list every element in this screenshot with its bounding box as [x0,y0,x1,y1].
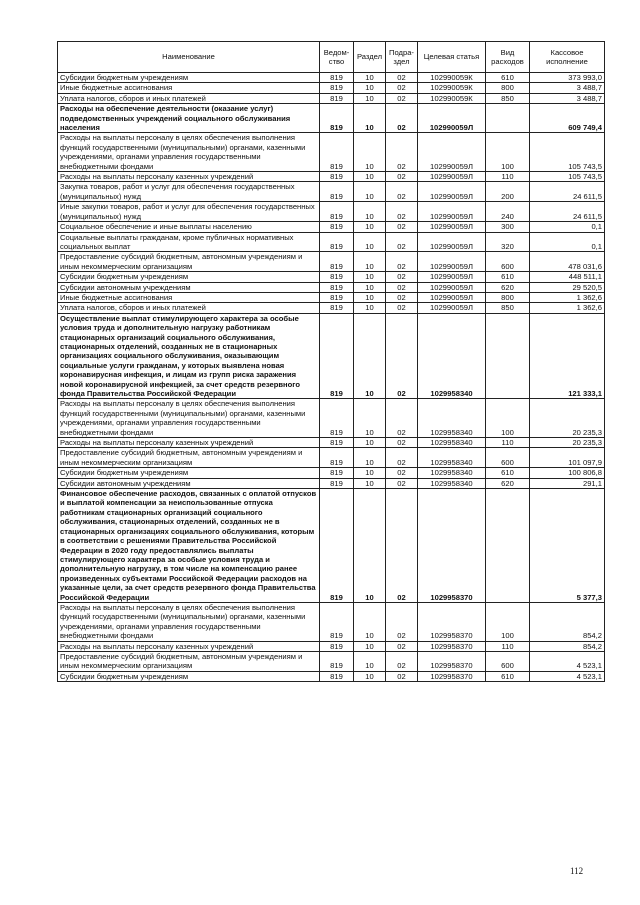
table-row [58,313,605,399]
table-row [58,399,605,438]
row-cash-execution: 4 523,1 [530,671,605,681]
row-cash-execution: 24 611,5 [530,182,605,202]
row-subsection: 02 [386,651,418,671]
row-department: 819 [320,272,354,282]
row-cash-execution: 24 611,5 [530,202,605,222]
table-row [58,651,605,671]
budget-table [57,41,605,682]
row-cash-execution: 373 993,0 [530,73,605,83]
table-row [58,232,605,252]
row-department: 819 [320,232,354,252]
row-name: Расходы на выплаты персоналу казенных учреждений [58,438,320,448]
page-number: 112 [570,866,584,876]
row-target-article: 1029958340 [418,448,486,468]
row-subsection: 02 [386,172,418,182]
row-cash-execution: 448 511,1 [530,272,605,282]
table-row [58,671,605,681]
row-department: 819 [320,641,354,651]
row-expense-type: 610 [486,272,530,282]
row-department: 819 [320,133,354,172]
row-target-article: 1029958370 [418,489,486,603]
row-name: Финансовое обеспечение расходов, связанных с оплатой отпусков и выплатой компенсации за неиспользованные отпуска работникам стационарных организаций социального обслуживания, стационарных отделений, созданных не в стационарных организациях социального обслуживания, которым в соответствии с решениями Правительства Российской Федерации в 2020 году предоставлялись выплаты стимулирующего характера за особые условия труда и дополнительную нагрузку, в том числе на компенсацию ранее произведенных субъектами Российской Федерации расходов на указанные цели, за счет средств резервного фонда Правительства Российской Федерации [58,489,320,603]
row-department: 819 [320,489,354,603]
row-subsection: 02 [386,303,418,313]
row-section: 10 [354,641,386,651]
row-cash-execution: 121 333,1 [530,313,605,399]
row-name: Закупка товаров, работ и услуг для обеспечения государственных (муниципальных) нужд [58,182,320,202]
row-department: 819 [320,438,354,448]
row-expense-type: 200 [486,182,530,202]
row-cash-execution: 609 749,4 [530,104,605,133]
row-department: 819 [320,202,354,222]
header-cash-execution: Кассовое исполнение [530,42,605,73]
row-target-article: 102990059Л [418,104,486,133]
row-cash-execution: 854,2 [530,602,605,641]
table-row [58,182,605,202]
row-section: 10 [354,272,386,282]
row-target-article: 1029958370 [418,671,486,681]
row-cash-execution: 100 806,8 [530,468,605,478]
table-row [58,133,605,172]
row-section: 10 [354,313,386,399]
row-subsection: 02 [386,282,418,292]
row-target-article: 1029958340 [418,478,486,488]
table-row [58,252,605,272]
table-row [58,104,605,133]
row-expense-type: 850 [486,303,530,313]
row-department: 819 [320,182,354,202]
row-section: 10 [354,222,386,232]
row-expense-type [486,489,530,603]
row-expense-type: 600 [486,252,530,272]
row-expense-type: 600 [486,651,530,671]
row-subsection: 02 [386,313,418,399]
row-name: Социальные выплаты гражданам, кроме публичных нормативных социальных выплат [58,232,320,252]
table-row [58,602,605,641]
row-expense-type: 850 [486,93,530,103]
row-section: 10 [354,399,386,438]
row-name: Расходы на выплаты персоналу в целях обеспечения выполнения функций государственными (муниципальными) органами, казенными учреждениями, органами управления государственными внебюджетными фондами [58,399,320,438]
row-name: Расходы на выплаты персоналу в целях обеспечения выполнения функций государственными (муниципальными) органами, казенными учреждениями, органами управления государственными внебюджетными фондами [58,602,320,641]
row-section: 10 [354,468,386,478]
row-name: Уплата налогов, сборов и иных платежей [58,303,320,313]
table-header-row [58,42,605,73]
row-target-article: 1029958340 [418,468,486,478]
table-row [58,641,605,651]
row-subsection: 02 [386,252,418,272]
row-department: 819 [320,448,354,468]
row-name: Расходы на выплаты персоналу казенных учреждений [58,172,320,182]
row-department: 819 [320,303,354,313]
row-department: 819 [320,222,354,232]
row-name: Иные бюджетные ассигнования [58,292,320,302]
row-expense-type: 100 [486,133,530,172]
row-section: 10 [354,303,386,313]
row-expense-type: 100 [486,399,530,438]
row-section: 10 [354,671,386,681]
row-name: Субсидии автономным учреждениям [58,478,320,488]
row-subsection: 02 [386,133,418,172]
row-cash-execution: 478 031,6 [530,252,605,272]
row-target-article: 102990059Л [418,133,486,172]
row-target-article: 102990059Л [418,222,486,232]
header-expense-type: Вид расходов [486,42,530,73]
row-cash-execution: 29 520,5 [530,282,605,292]
row-cash-execution: 0,1 [530,222,605,232]
row-subsection: 02 [386,641,418,651]
row-expense-type: 320 [486,232,530,252]
table-row [58,468,605,478]
row-expense-type: 620 [486,478,530,488]
table-row [58,202,605,222]
row-cash-execution: 1 362,6 [530,292,605,302]
row-target-article: 102990059Л [418,202,486,222]
row-expense-type: 610 [486,671,530,681]
header-department: Ведом-ство [320,42,354,73]
row-name: Расходы на обеспечение деятельности (оказание услуг) подведомственных учреждений социального обслуживания населения [58,104,320,133]
table-row [58,172,605,182]
row-department: 819 [320,478,354,488]
row-section: 10 [354,202,386,222]
row-expense-type: 110 [486,172,530,182]
row-cash-execution: 20 235,3 [530,399,605,438]
row-subsection: 02 [386,83,418,93]
table-row [58,489,605,603]
row-target-article: 102990059Л [418,292,486,302]
row-subsection: 02 [386,93,418,103]
row-department: 819 [320,468,354,478]
row-target-article: 102990059К [418,93,486,103]
row-target-article: 1029958340 [418,399,486,438]
row-section: 10 [354,448,386,468]
row-subsection: 02 [386,438,418,448]
row-subsection: 02 [386,73,418,83]
row-cash-execution: 854,2 [530,641,605,651]
row-section: 10 [354,282,386,292]
row-expense-type: 620 [486,282,530,292]
row-cash-execution: 105 743,5 [530,172,605,182]
table-row [58,282,605,292]
row-target-article: 102990059Л [418,282,486,292]
row-section: 10 [354,104,386,133]
row-name: Расходы на выплаты персоналу казенных учреждений [58,641,320,651]
row-cash-execution: 20 235,3 [530,438,605,448]
row-department: 819 [320,73,354,83]
row-department: 819 [320,602,354,641]
row-subsection: 02 [386,232,418,252]
table-row [58,222,605,232]
table-row [58,478,605,488]
header-subsection: Подра-здел [386,42,418,73]
header-target-article: Целевая статья [418,42,486,73]
row-department: 819 [320,93,354,103]
row-department: 819 [320,282,354,292]
row-department: 819 [320,172,354,182]
row-cash-execution: 3 488,7 [530,83,605,93]
row-cash-execution: 291,1 [530,478,605,488]
row-expense-type: 300 [486,222,530,232]
row-cash-execution: 105 743,5 [530,133,605,172]
row-name: Субсидии бюджетным учреждениям [58,468,320,478]
row-name: Осуществление выплат стимулирующего характера за особые условия труда и дополнительную нагрузку работникам стационарных организаций социального обслуживания, стационарных отделений, созданных не в стационарных организациях социального обслуживания, оказывающим социальные услуги гражданам, у которых выявлена новая коронавирусная инфекция, и лицам из групп риска заражения новой коронавирусной инфекцией, за счет средств резервного фонда Правительства Российской Федерации [58,313,320,399]
row-target-article: 102990059Л [418,232,486,252]
row-name: Предоставление субсидий бюджетным, автономным учреждениям и иным некоммерческим организациям [58,651,320,671]
row-cash-execution: 5 377,3 [530,489,605,603]
row-target-article: 102990059Л [418,303,486,313]
row-section: 10 [354,73,386,83]
row-subsection: 02 [386,399,418,438]
table-row [58,292,605,302]
table-row [58,303,605,313]
row-name: Иные закупки товаров, работ и услуг для обеспечения государственных (муниципальных) нужд [58,202,320,222]
row-department: 819 [320,83,354,93]
row-department: 819 [320,671,354,681]
row-target-article: 1029958370 [418,602,486,641]
row-name: Субсидии автономным учреждениям [58,282,320,292]
row-name: Социальное обеспечение и иные выплаты населению [58,222,320,232]
row-department: 819 [320,651,354,671]
row-name: Уплата налогов, сборов и иных платежей [58,93,320,103]
header-section: Раздел [354,42,386,73]
row-name: Предоставление субсидий бюджетным, автономным учреждениям и иным некоммерческим организациям [58,252,320,272]
row-subsection: 02 [386,468,418,478]
row-section: 10 [354,133,386,172]
row-subsection: 02 [386,478,418,488]
row-department: 819 [320,292,354,302]
row-section: 10 [354,182,386,202]
row-target-article: 102990059Л [418,272,486,282]
row-cash-execution: 3 488,7 [530,93,605,103]
table-row [58,448,605,468]
row-subsection: 02 [386,104,418,133]
row-section: 10 [354,172,386,182]
row-expense-type: 800 [486,83,530,93]
row-target-article: 1029958370 [418,651,486,671]
table-row [58,73,605,83]
row-target-article: 1029958340 [418,313,486,399]
row-name: Иные бюджетные ассигнования [58,83,320,93]
row-subsection: 02 [386,489,418,603]
row-subsection: 02 [386,272,418,282]
row-cash-execution: 1 362,6 [530,303,605,313]
table-row [58,83,605,93]
row-department: 819 [320,104,354,133]
row-subsection: 02 [386,222,418,232]
row-department: 819 [320,399,354,438]
row-expense-type: 240 [486,202,530,222]
row-department: 819 [320,252,354,272]
row-section: 10 [354,438,386,448]
row-target-article: 102990059К [418,83,486,93]
row-name: Предоставление субсидий бюджетным, автономным учреждениям и иным некоммерческим организациям [58,448,320,468]
row-cash-execution: 0,1 [530,232,605,252]
row-name: Субсидии бюджетным учреждениям [58,671,320,681]
row-section: 10 [354,602,386,641]
row-expense-type: 600 [486,448,530,468]
row-section: 10 [354,232,386,252]
row-subsection: 02 [386,448,418,468]
row-subsection: 02 [386,182,418,202]
row-cash-execution: 4 523,1 [530,651,605,671]
table-row [58,272,605,282]
row-expense-type: 610 [486,73,530,83]
row-subsection: 02 [386,671,418,681]
row-target-article: 102990059К [418,73,486,83]
row-subsection: 02 [386,292,418,302]
row-section: 10 [354,489,386,603]
row-expense-type: 610 [486,468,530,478]
row-section: 10 [354,292,386,302]
row-section: 10 [354,93,386,103]
row-expense-type: 100 [486,602,530,641]
row-name: Расходы на выплаты персоналу в целях обеспечения выполнения функций государственными (муниципальными) органами, казенными учреждениями, органами управления государственными внебюджетными фондами [58,133,320,172]
row-section: 10 [354,478,386,488]
row-cash-execution: 101 097,9 [530,448,605,468]
row-expense-type [486,313,530,399]
row-expense-type: 110 [486,641,530,651]
row-expense-type: 800 [486,292,530,302]
row-name: Субсидии бюджетным учреждениям [58,272,320,282]
row-name: Субсидии бюджетным учреждениям [58,73,320,83]
row-expense-type [486,104,530,133]
header-name: Наименование [58,42,320,73]
table-row [58,93,605,103]
row-target-article: 1029958340 [418,438,486,448]
row-target-article: 1029958370 [418,641,486,651]
row-target-article: 102990059Л [418,252,486,272]
row-expense-type: 110 [486,438,530,448]
row-section: 10 [354,83,386,93]
row-subsection: 02 [386,602,418,641]
row-department: 819 [320,313,354,399]
row-target-article: 102990059Л [418,182,486,202]
row-subsection: 02 [386,202,418,222]
row-target-article: 102990059Л [418,172,486,182]
row-section: 10 [354,651,386,671]
table-row [58,438,605,448]
row-section: 10 [354,252,386,272]
